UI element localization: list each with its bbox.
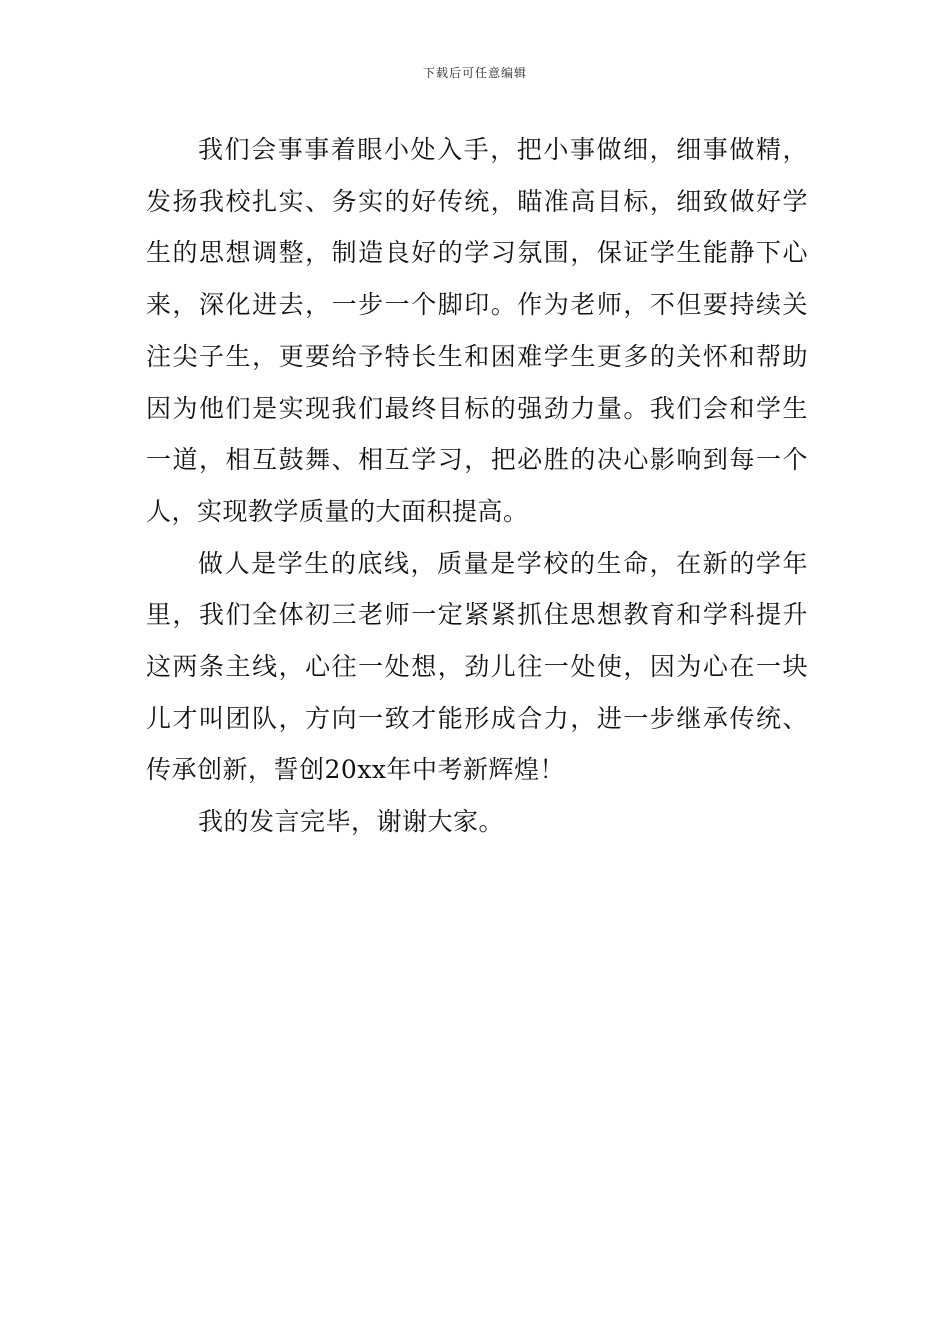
page-header: 下载后可任意编辑 — [422, 66, 527, 80]
paragraph-2: 做人是学生的底线，质量是学校的生命，在新的学年里，我们全体初三老师一定紧紧抓住思想教育和学科提升这两条主线，心往一处想，劲儿往一处使，因为心在一块儿才叫团队，方向一致才能形成合力，进一步继承传统、传承创新，誓创20xx年中考新辉煌！ — [146, 548, 808, 785]
paragraph-3: 我的发言完毕，谢谢大家。 — [198, 807, 505, 837]
document-body — [146, 124, 808, 848]
paragraph-1: 我们会事事着眼小处入手，把小事做细，细事做精，发扬我校扎实、务实的好传统，瞄准高目标，细致做好学生的思想调整，制造良好的学习氛围，保证学生能静下心来，深化进去，一步一个脚印。作为老师，不但要持续关注尖子生，更要给予特长生和困难学生更多的关怀和帮助因为他们是实现我们最终目标的强劲力量。我们会和学生一道，相互鼓舞、相互学习，把必胜的决心影响到每一个人，实现教学质量的大面积提高。 — [146, 135, 808, 526]
